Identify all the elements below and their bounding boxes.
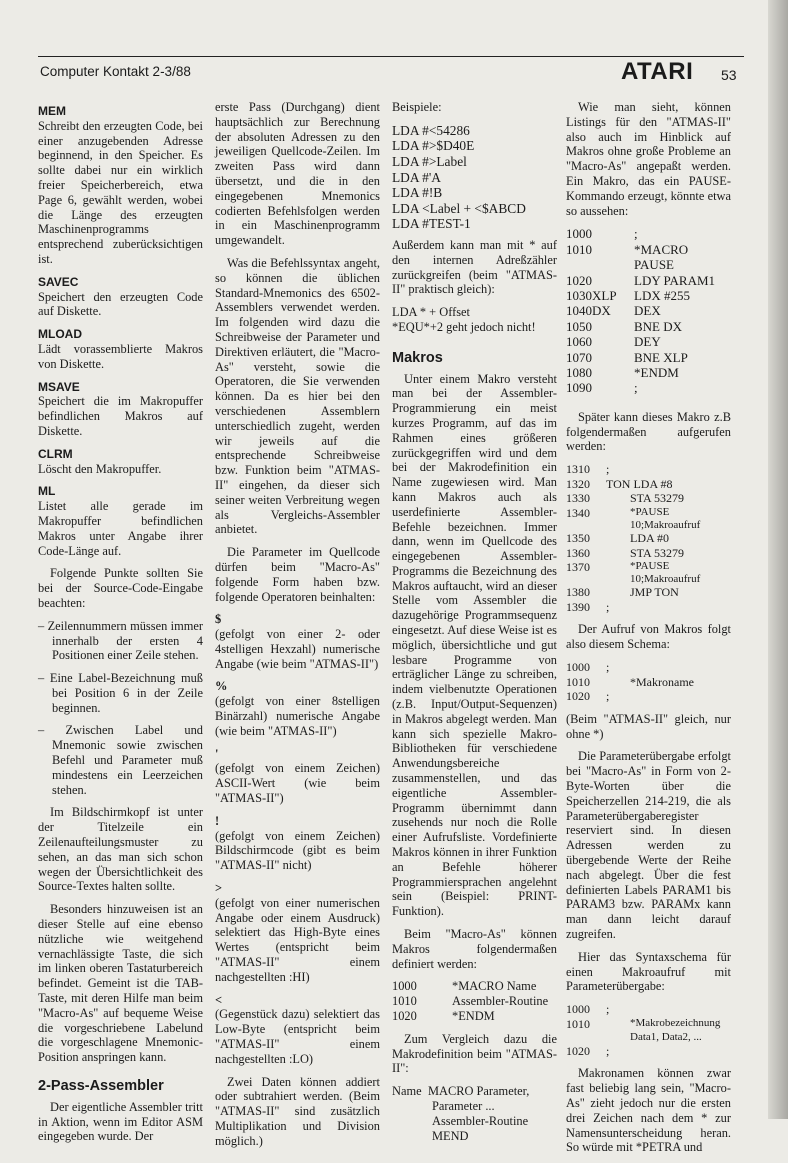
line-number: 1000 [392,979,417,994]
command-keyword: SAVEC [38,274,79,289]
line-number [566,1031,606,1044]
code-text: *PAUSE 10;Makroaufruf [630,560,701,585]
atmas-definition [392,1084,557,1143]
line-number: 1390 [566,599,590,614]
page-header [38,56,744,86]
code-text: LDY PARAM1 [634,272,716,288]
magazine-title: Computer Kontakt 2-3/88 [40,64,191,79]
label-text [392,1099,428,1114]
code-text: DEX [634,303,661,319]
code-text: *PAUSE 10;Makroaufruf [630,506,701,531]
label-text [392,1114,428,1129]
bullet-item: – Zeilennummern müssen immer innerhalb der ersten 4 Positionen einer Zeile stehen. [38,618,203,663]
operator-description: (gefolgt von einer numerischen Angabe oder einem Ausdruck) selektiert das High-Byte eines Wertes (entspricht beim "ATMAS-II" einem nachgestellten :HI) [215,895,380,984]
line-number: 1010 [566,241,592,257]
macro-definition [392,979,557,1023]
paragraph: Folgende Punkte sollten Sie bei der Source-Code-Eingabe beachten: [38,566,203,610]
line-number: 1040 [566,303,592,319]
macro-call-listing [566,462,731,614]
operator-symbol: % [215,679,228,694]
operator-description: (Gegenstück dazu) selektiert das Low-Byte (entspricht beim "ATMAS-II" einem nachgestellten :LO) [215,1007,380,1066]
code-text: MACRO Parameter, [428,1084,530,1099]
line-number: 1310 [566,462,590,477]
code-text: ; [606,462,610,477]
command-list [38,104,203,558]
line-number: 1010 [392,994,417,1009]
example-code [392,305,557,335]
operator-description: (gefolgt von einer 2- oder 4stelligen Hexzahl) numerische Angabe (wie beim "ATMAS-II") [215,627,380,671]
line-number: 1370 [566,560,590,575]
paragraph: (Beim "ATMAS-II" gleich, nur ohne *) [566,711,731,741]
line-number: 1020 [566,689,590,704]
schema-listing [566,660,731,704]
line-number: 1020 [566,272,592,288]
line-number: 1320 [566,476,590,491]
operator-symbol: > [215,881,223,896]
code-line: LDA #!B [392,185,443,201]
line-number: 1000 [566,226,592,242]
code-text: STA 53279 [630,491,685,506]
command-keyword: MSAVE [38,379,80,394]
section-heading: Makros [392,349,443,366]
code-line: LDA #'A [392,169,441,185]
code-text: *MACRO PAUSE [634,241,689,273]
command-description: Speichert den erzeugten Code auf Diskette. [38,289,203,319]
operator-description: (gefolgt von einer 8stelligen Binärzahl) numerische Angabe (wie beim "ATMAS-II") [215,694,380,738]
column-2 [215,100,380,1157]
code-text: MEND [432,1128,469,1143]
command-description: Speichert die im Makropuffer befindlichen Makros auf Diskette. [38,394,203,438]
code-line: LDA #>Label [392,153,467,169]
bullet-item: – Eine Label-Bezeichnung muß bei Position 6 in der Zeile beginnen. [38,671,203,715]
code-label [592,242,634,273]
line-number: 1080 [566,365,592,381]
code-text: LDX #255 [634,288,690,303]
line-number: 1000 [566,659,590,674]
code-text: Data1, Data2, ... [630,1031,702,1044]
line-number: 1020 [392,1009,417,1023]
paragraph: Im Bildschirmkopf ist unter der Titelzeile ein Zeilenaufteilungsmuster zu sehen, an das man sich schon wegen der Übersichtlichkeit des Source-Textes halten sollte. [38,805,203,894]
line-number: 1350 [566,531,590,546]
code-line: LDA <Label + <$ABCD [392,200,526,216]
code-text: Assembler-Routine [432,1113,529,1128]
paragraph: Die Parameterübergabe erfolgt bei "Macro-As" in Form von 2-Byte-Worten über die Speicherzellen 214-219, die als Parameterübergaberegister reserviert sind. In diesen Adressen werden zu übergebende Werte der Reihe nach abgelegt. Über die fest definierten Labels PARAM1 bis PARAM3 bzw. PARAMx kann man dann leicht darauf zugreifen. [566,749,731,941]
command-description: Listet alle gerade im Makropuffer befindlichen Makros unter Angabe ihrer Code-Länge auf. [38,499,203,558]
paragraph: Später kann dieses Makro z.B folgendermaßen aufgerufen werden: [566,409,731,454]
macro-listing [566,226,731,395]
command-keyword: MEM [38,104,66,118]
line-number: 1000 [566,1002,590,1017]
operator-symbol: $ [215,612,222,627]
code-text: *MACRO Name [452,979,537,994]
command-description: Löscht den Makropuffer. [38,461,162,476]
section-heading: 2-Pass-Assembler [38,1078,164,1095]
command-keyword: CLRM [38,446,73,461]
line-number: 1330 [566,491,590,506]
paragraph: Hier das Syntaxschema für einen Makroaufruf mit Parameterübergabe: [566,949,731,994]
command-keyword: MLOAD [38,327,82,342]
code-label: DX [592,303,611,319]
code-line: *EQU*+2 geht jedoch nicht! [392,319,536,334]
code-text: ; [606,1002,610,1017]
code-text: TON LDA #8 [606,476,673,491]
paragraph: Der eigentliche Assembler tritt in Aktion, wenn im Editor ASM eingegeben wurde. Der [38,1099,203,1144]
label-text: Name [392,1084,422,1099]
paragraph: Makronamen können zwar fast beliebig lang sein, "Macro-As" zieht jedoch nur die ersten drei Zeichen nach dem * zur Namensunterscheidung heran. So würde mit *PETRA und [566,1066,731,1155]
line-number: 1010 [566,674,590,689]
code-text: ; [606,689,610,704]
code-text: ; [606,659,610,674]
page-edge [768,0,788,1119]
line-number: 1090 [566,380,592,396]
header-rule [38,56,744,57]
command-description: Lädt vorassemblierte Makros von Diskette. [38,341,203,371]
code-text: JMP TON [630,585,679,600]
code-text: Assembler-Routine [452,994,549,1009]
syntax-listing [566,1002,731,1058]
code-line: LDA #>$D40E [392,138,475,154]
operator-description: (gefolgt von einem Zeichen) ASCII-Wert (wie beim "ATMAS-II") [215,761,380,806]
line-number: 1060 [566,334,592,350]
paragraph: Außerdem kann man mit * auf den internen Adreßzähler zurückgreifen (beim "ATMAS-II" praktisch gleich): [392,237,557,297]
code-line: LDA #<54286 [392,122,470,138]
column-4 [566,100,731,1163]
paragraph: Unter einem Makro versteht man bei der Assembler-Programmierung ein meist kurzes Programm, auf das im Rahmen eines größeren zurückgegriffen wird und dem bei der Makrodefinition ein Name zugewiesen wird. Man kann Makros auch als userdefinierte Assembler-Befehle bezeichnen. Immer dann, wenn im Quellcode des eingegebenen Assembler-Programms die Bezeichnung des Makros auftaucht, wird an dieser Stelle vom Assembler die dazugehörige Programmsequenz eingesetzt. Auf diese Weise ist es möglich, übersichtliche und gut lesbare Programme von erträglicher Länge zu schreiben, indem vielbenutzte Operationen (z.B. Input/Output-Sequenzen) in Makros abgelegt werden. Man kann sich spezielle Makro-Bibliotheken für verschiedene Anwendungsbereiche zusammenstellen, und das eigentliche Assembler-Programm übernimmt dann zusehends nur noch die Rolle einer Aufrufsliste. Vordefinierte Makros können in ihrer Funktion an Befehle höherer Programmiersprachen angelehnt sein (Beispiel: PRINT-Funktion). [392,371,557,919]
line-number: 1010 [566,1016,590,1031]
brand-logo: ATARI [621,58,694,85]
code-line: LDA * + Offset [392,305,470,320]
code-line: LDA #TEST-1 [392,216,471,232]
code-label [592,365,634,380]
operator-list [215,612,380,1066]
line-number: 1340 [566,506,590,521]
line-number: 1070 [566,349,592,365]
command-keyword: ML [38,484,56,499]
label-text [392,1129,428,1144]
operator-symbol: < [215,992,223,1007]
code-label: XLP [592,288,617,303]
examples-label: Beispiele: [392,100,442,114]
code-text: Parameter ... [432,1098,495,1113]
paragraph: Was die Befehlssyntax angeht, so können die üblichen Standard-Mnemonics des 6502-Assemblers verwendet werden. Im folgenden wird dazu die Schreibweise der Parameter und Direktiven erläutert, die "Macro-As" versteht, sowie die Operatoren, die Sie verwenden können. Da es hier bei den verschiedenen Assemblern unterschiedlich zugeht, werden wir jeweils auf die entsprechende Schreibweise bzw. Funktion beim "ATMAS-II" eingehen, da dieser sich seiner weiten Verbreitung wegen als Vergleichs-Assembler anbietet. [215,255,380,537]
paragraph: Zwei Daten können addiert oder subtrahiert werden. (Beim "ATMAS-II" sind zusätzlich Multiplikation und Division möglich.) [215,1074,380,1148]
line-number: 1020 [566,1043,590,1058]
example-code [392,123,557,232]
code-text: *ENDM [452,1009,495,1023]
line-number: 1360 [566,545,590,560]
code-text: *Makroname [630,674,694,689]
operator-description: (gefolgt von einem Zeichen) Bildschirmcode (gibt es beim "ATMAS-II" nicht) [215,828,380,873]
paragraph: Besonders hinzuweisen ist an dieser Stelle auf eine ebenso nützliche wie weitgehend vernachlässigte Taste, die sich im linken oberen Tastaturbereich befindet. Gemeint ist die TAB-Taste, mit deren Hilfe man beim "Macro-As" auf bequeme Weise die vorgeschriebene Labelund die vorgeschlagene Mnemonic-Position anspringen kann. [38,902,203,1065]
code-text: *ENDM [634,365,679,381]
paragraph: erste Pass (Durchgang) dient hauptsächlich zur Berechnung der absoluten Adressen zu den jeweiligen Quellcode-Zeilen. Im zweiten Pass wird dann übersetzt, und die in den eingegebenen Mnemonics codierten Befehlsfolgen werden in ein Maschinenprogramm umgewandelt. [215,100,380,248]
paragraph: Der Aufruf von Makros folgt also diesem Schema: [566,622,731,652]
code-text: STA 53279 [630,545,685,560]
code-label [592,380,634,395]
code-text: ; [606,599,610,614]
code-text: ; [634,226,638,242]
code-text: BNE DX [634,318,683,334]
page-number: 53 [721,67,737,83]
line-number: 1030 [566,288,592,303]
bullet-item: – Zwischen Label und Mnemonic sowie zwischen Befehl und Parameter muß mindestens ein Leerzeichen stehen. [38,723,203,797]
code-text: ; [634,380,638,396]
code-text: BNE XLP [634,349,688,365]
operator-symbol: ' [215,746,219,761]
paragraph: Wie man sieht, können Listings für den "ATMAS-II" also auch im Hinblick auf Makros ohne große Probleme an "Macro-As" angepaßt werden. Ein Makro, das ein PAUSE-Kommando erzeugt, könnte etwa so aussehen: [566,100,731,218]
line-number: 1050 [566,318,592,334]
code-text: ; [606,1043,610,1058]
column-3 [392,100,557,1151]
operator-symbol: ! [215,813,220,828]
code-text: LDA #0 [630,531,669,546]
code-label [592,273,634,288]
paragraph: Zum Vergleich dazu die Makrodefinition beim "ATMAS-II": [392,1031,557,1076]
paragraph: Beim "Macro-As" können Makros folgendermaßen definiert werden: [392,927,557,971]
code-label [592,226,634,241]
line-number: 1380 [566,585,590,600]
code-label [592,334,634,349]
code-label [592,350,634,365]
code-text: DEY [634,334,661,350]
command-description: Schreibt den erzeugten Code, bei einer anzugebenden Adresse beginnend, in den Speicher. Es sollte dabei nur ein wirklich freier Speicherbereich, etwa Page 6, gewählt werden, wobei die Länge des erzeugten Maschinenprogramms entsprechend zuberücksichtigen ist. [38,118,203,266]
code-label [592,319,634,334]
paragraph: Die Parameter im Quellcode dürfen beim "Macro-As" folgende Form haben bzw. folgende Operatoren beinhalten: [215,545,380,604]
column-1 [38,100,203,1152]
code-text: *Makrobezeichnung [630,1016,721,1029]
